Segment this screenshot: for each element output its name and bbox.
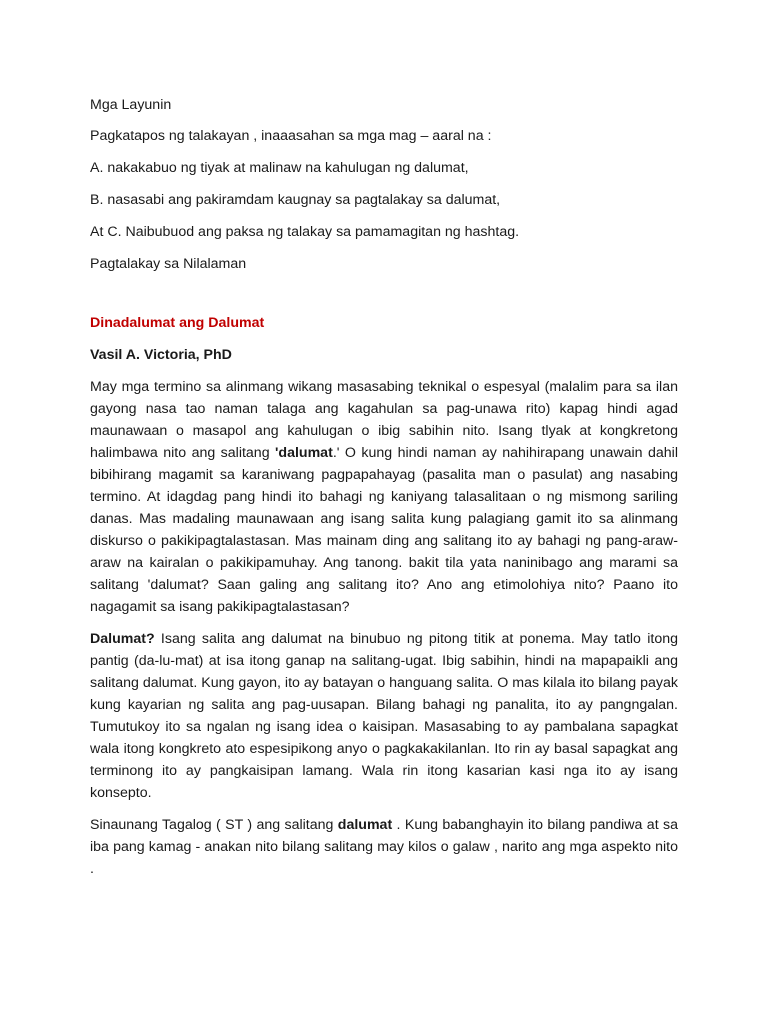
body-paragraph-1 <box>90 376 678 618</box>
p1-bold-term: 'dalumat <box>275 445 333 461</box>
article-title: Dinadalumat ang Dalumat <box>90 315 265 331</box>
p3-text-before: Sinaunang Tagalog ( ST ) ang salitang <box>90 817 338 833</box>
objective-item-c: At C. Naibubuod ang paksa ng talakay sa pamamagitan ng hashtag. <box>90 224 520 240</box>
objectives-heading: Mga Layunin <box>90 97 172 113</box>
objectives-lead: Pagkatapos ng talakayan , inaaasahan sa mga mag – aaral na : <box>90 128 492 144</box>
p3-bold-term: dalumat <box>337 817 393 833</box>
p1-text-before: May mga termino sa alinmang wikang masasabing teknikal o espesyal (malalim para sa ilan gayong nasa tao naman talaga ang kagahulan sa pag-unawa rito) kapag hindi agad maunawaan o masapol ang kahulugan o ibig sabihin nito. Isang tlyak at kongkretong halimbawa nito ang salitang <box>90 379 678 461</box>
objective-item-a: A. nakakabuo ng tiyak at malinaw na kahulugan ng dalumat, <box>90 160 469 176</box>
section-label: Pagtalakay sa Nilalaman <box>90 256 247 272</box>
objective-item-b: B. nasasabi ang pakiramdam kaugnay sa pagtalakay sa dalumat, <box>90 192 501 208</box>
p2-text-after: Isang salita ang dalumat na binubuo ng pitong titik at ponema. May tatlo itong pantig (da-lu-mat) at isa itong ganap na salitang-ugat. Ibig sabihin, hindi na mapapaikli ang salitang dalumat. Kung gayon, ito ay batayan o hanguang salita. O mas kilala ito bilang payak kung kayarian ng salita ang pag-uusapan. Bilang bahagi ng panalita, ito ay pangngalan. Tumutukoy ito sa ngalan ng isang idea o kaisipan. Masasabing to ay pambalana sapagkat wala itong kongkreto ato espesipikong anyo o pagkakakilanlan. Ito rin ay basal sapagkat ang terminong ito ay pangkaisipan lamang. Wala rin itong kasarian kasi nga ito ay isang konsepto. <box>90 631 678 801</box>
p1-text-after: .' O kung hindi naman ay nahihirapang unawain dahil bibihirang magamit sa karaniwang pagpapahayag (pasalita man o pasulat) ang nasabing termino. At idagdag pang hindi ito bahagi ng kaniyang talasalitaan o ng mismong sariling danas. Mas madaling maunawaan ang isang salita kung palagiang gamit ito sa alinmang diskurso o pakikipagtalastasan. Mas mainam ding ang salitang ito ay bahagi ng pang-araw-araw na kairalan o pakikipamuhay. Ang tanong. bakit tila yata naninibago ang marami sa salitang 'dalumat? Saan galing ang salitang ito? Ano ang etimolohiya nito? Paano ito nagagamit sa isang pakikipagtalastasan? <box>90 445 678 615</box>
p3-text-after: . Kung babanghayin ito bilang pandiwa at sa iba pang kamag - anakan nito bilang salitang may kilos o galaw , narito ang mga aspekto nito . <box>90 817 678 877</box>
article-author: Vasil A. Victoria, PhD <box>90 347 232 363</box>
objectives-section <box>90 94 678 275</box>
p2-bold-term: Dalumat? <box>90 631 155 647</box>
body-paragraph-3 <box>90 814 678 880</box>
body-paragraph-2 <box>90 628 678 804</box>
